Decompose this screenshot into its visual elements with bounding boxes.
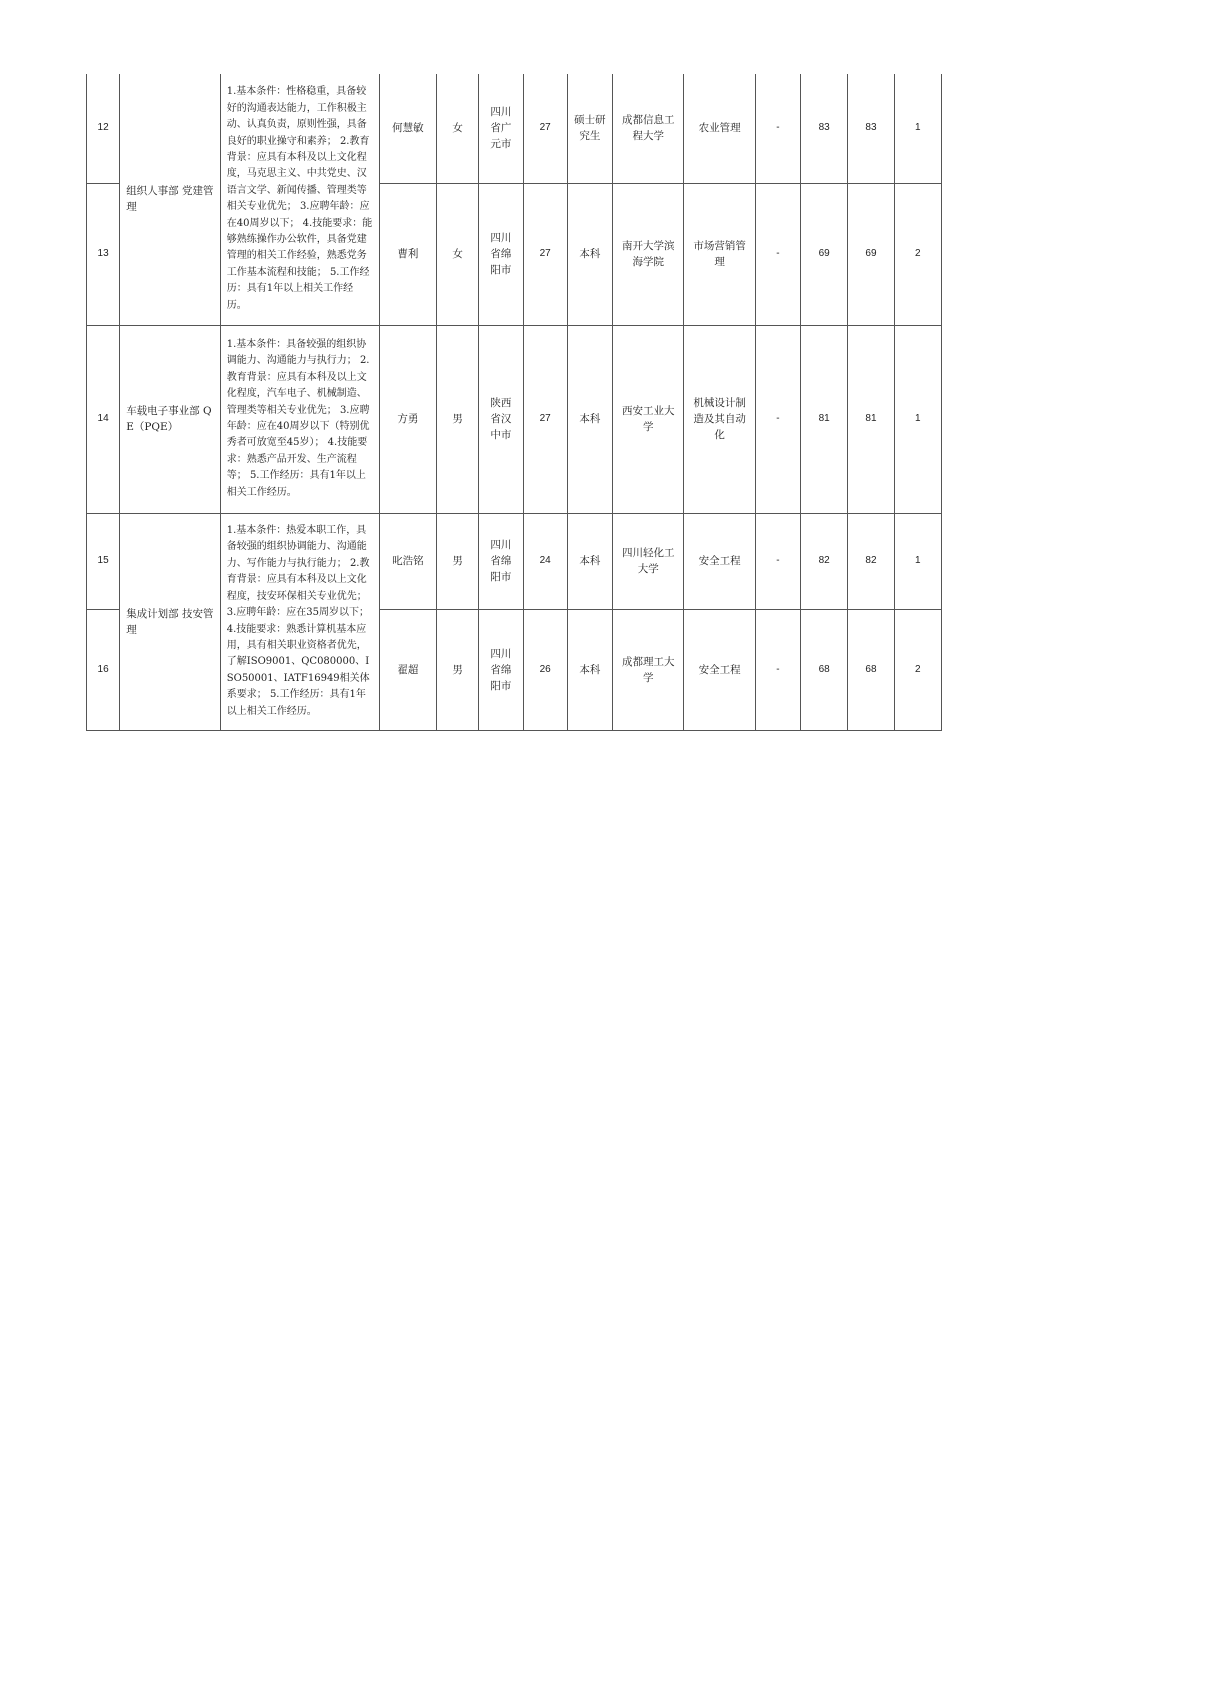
interview-score-cell: 82 <box>801 513 848 609</box>
position-cell: 集成计划部 技安管理 <box>120 513 221 730</box>
rank-cell: 1 <box>894 325 941 513</box>
origin-cell: 四川省广元市 <box>479 74 523 183</box>
age-cell: 24 <box>523 513 567 609</box>
interview-score-cell: 83 <box>801 74 848 183</box>
gender-cell: 男 <box>437 513 479 609</box>
recruitment-results-table <box>86 74 942 731</box>
total-score-cell: 83 <box>848 74 894 183</box>
major-cell: 安全工程 <box>684 609 755 730</box>
row-number: 16 <box>87 609 120 730</box>
candidate-name: 翟超 <box>379 609 436 730</box>
major-cell: 市场营销管理 <box>684 183 755 325</box>
education-cell: 本科 <box>567 183 612 325</box>
age-cell: 26 <box>523 609 567 730</box>
interview-score-cell: 68 <box>801 609 848 730</box>
origin-cell: 四川省绵阳市 <box>479 609 523 730</box>
table-row <box>87 325 942 513</box>
education-cell: 本科 <box>567 609 612 730</box>
school-cell: 南开大学滨海学院 <box>613 183 684 325</box>
education-cell: 本科 <box>567 513 612 609</box>
rank-cell: 1 <box>894 74 941 183</box>
table-row <box>87 74 942 183</box>
written-score-cell: - <box>755 74 800 183</box>
total-score-cell: 68 <box>848 609 894 730</box>
age-cell: 27 <box>523 74 567 183</box>
interview-score-cell: 81 <box>801 325 848 513</box>
origin-cell: 四川省绵阳市 <box>479 183 523 325</box>
written-score-cell: - <box>755 609 800 730</box>
education-cell: 硕士研究生 <box>567 74 612 183</box>
school-cell: 成都理工大学 <box>613 609 684 730</box>
candidate-name: 方勇 <box>379 325 436 513</box>
total-score-cell: 82 <box>848 513 894 609</box>
origin-cell: 四川省绵阳市 <box>479 513 523 609</box>
gender-cell: 男 <box>437 609 479 730</box>
written-score-cell: - <box>755 325 800 513</box>
position-cell: 组织人事部 党建管理 <box>120 74 221 325</box>
row-number: 15 <box>87 513 120 609</box>
row-number: 14 <box>87 325 120 513</box>
school-cell: 西安工业大学 <box>613 325 684 513</box>
school-cell: 成都信息工程大学 <box>613 74 684 183</box>
total-score-cell: 81 <box>848 325 894 513</box>
origin-cell: 陕西省汉中市 <box>479 325 523 513</box>
gender-cell: 男 <box>437 325 479 513</box>
major-cell: 机械设计制造及其自动化 <box>684 325 755 513</box>
candidate-name: 叱浩铭 <box>379 513 436 609</box>
total-score-cell: 69 <box>848 183 894 325</box>
education-cell: 本科 <box>567 325 612 513</box>
age-cell: 27 <box>523 325 567 513</box>
rank-cell: 2 <box>894 183 941 325</box>
gender-cell: 女 <box>437 74 479 183</box>
major-cell: 农业管理 <box>684 74 755 183</box>
candidate-name: 曹利 <box>379 183 436 325</box>
table-row <box>87 513 942 609</box>
age-cell: 27 <box>523 183 567 325</box>
requirements-cell: 1.基本条件：性格稳重，具备较好的沟通表达能力，工作积极主动、认真负责，原则性强，具备良好的职业操守和素养； 2.教育背景：应具有本科及以上文化程度，马克思主义、中共党史、汉语言文学、新闻传播、管理类等相关专业优先； 3.应聘年龄：应在40周岁以下； 4.技能要求：能够熟练操作办公软件，具备党建管理的相关工作经验，熟悉党务工作基本流程和技能； 5.工作经历：具有1年以上相关工作经历。 <box>220 74 379 325</box>
requirements-cell: 1.基本条件：热爱本职工作，具备较强的组织协调能力、沟通能力、写作能力与执行能力； 2.教育背景：应具有本科及以上文化程度，技安环保相关专业优先； 3.应聘年龄：应在35周岁以下； 4.技能要求：熟悉计算机基本应用，具有相关职业资格者优先，了解ISO9001、QC080000、ISO50001、IATF16949相关体系要求； 5.工作经历：具有1年以上相关工作经历。 <box>220 513 379 730</box>
position-cell: 车载电子事业部 QE（PQE） <box>120 325 221 513</box>
gender-cell: 女 <box>437 183 479 325</box>
rank-cell: 2 <box>894 609 941 730</box>
written-score-cell: - <box>755 183 800 325</box>
row-number: 12 <box>87 74 120 183</box>
rank-cell: 1 <box>894 513 941 609</box>
candidate-name: 何慧敏 <box>379 74 436 183</box>
requirements-cell: 1.基本条件：具备较强的组织协调能力、沟通能力与执行力； 2.教育背景：应具有本科及以上文化程度，汽车电子、机械制造、管理类等相关专业优先； 3.应聘年龄：应在40周岁以下（特别优秀者可放宽至45岁）； 4.技能要求：熟悉产品开发、生产流程等； 5.工作经历：具有1年以上相关工作经历。 <box>220 325 379 513</box>
major-cell: 安全工程 <box>684 513 755 609</box>
written-score-cell: - <box>755 513 800 609</box>
interview-score-cell: 69 <box>801 183 848 325</box>
school-cell: 四川轻化工大学 <box>613 513 684 609</box>
row-number: 13 <box>87 183 120 325</box>
